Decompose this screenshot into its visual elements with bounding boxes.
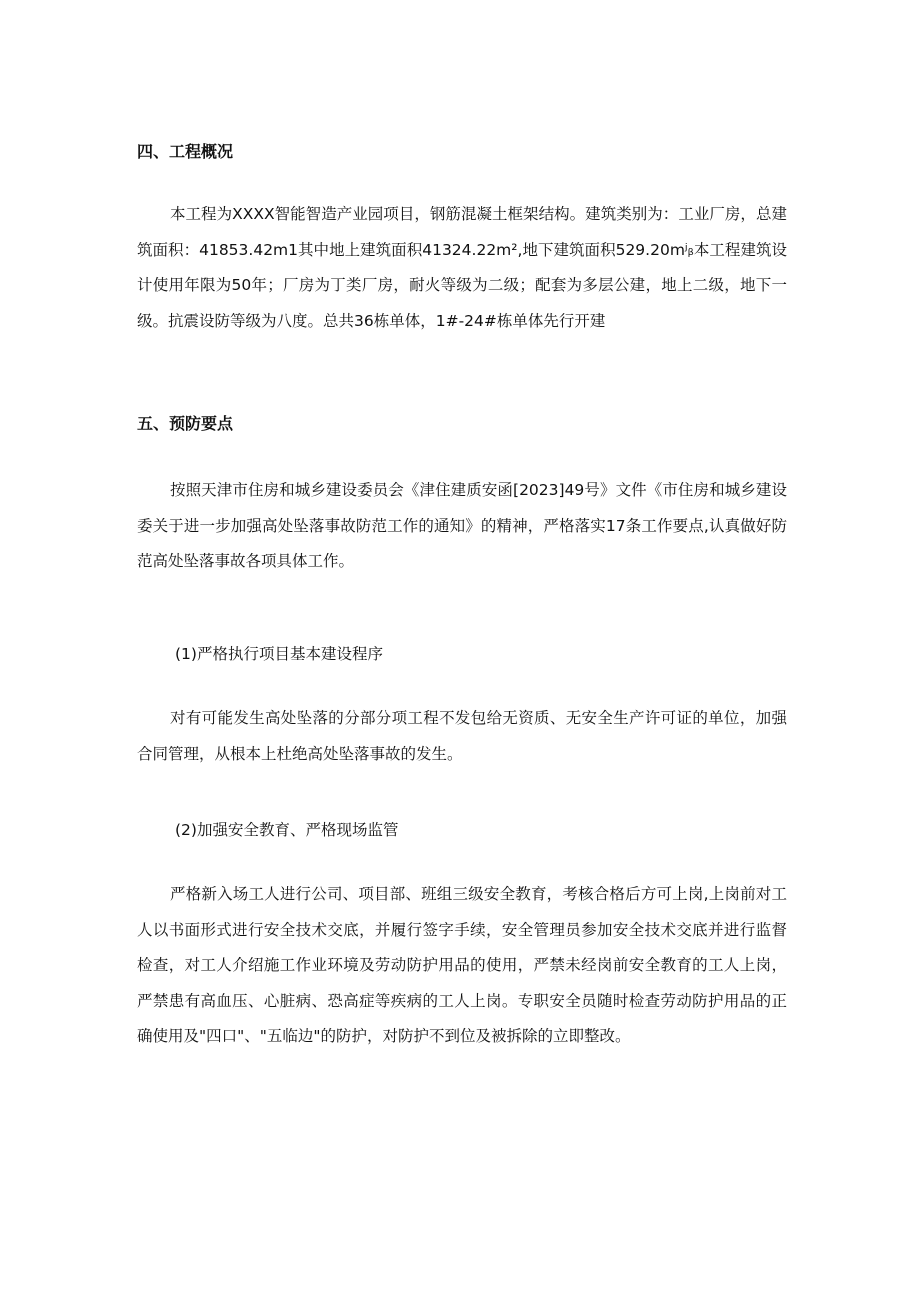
item-1-title: (1)严格执行项目基本建设程序 <box>175 645 383 663</box>
item-1-paragraph: 对有可能发生高处坠落的分部分项工程不发包给无资质、无安全生产许可证的单位，加强合同管理，从根本上杜绝高处坠落事故的发生。 <box>137 709 787 763</box>
section-4-heading: 四、工程概况 <box>137 142 234 161</box>
item-2-paragraph: 严格新入场工人进行公司、项目部、班组三级安全教育，考核合格后方可上岗,上岗前对工人以书面形式进行安全技术交底，并履行签字手续，安全管理员参加安全技术交底并进行监督检查，对工人介绍施工作业环境及劳动防护用品的使用，严禁未经岗前安全教育的工人上岗，严禁患有高血压、心脏病、恐高症等疾病的工人上岗。专职安全员随时检查劳动防护用品的正确使用及"四口"、"五临边"的防护，对防护不到位及被拆除的立即整改。 <box>137 885 787 1045</box>
prevention-intro-paragraph: 按照天津市住房和城乡建设委员会《津住建质安函[2023]49号》文件《市住房和城乡建设委关于进一步加强高处坠落事故防范工作的通知》的精神，严格落实17条工作要点,认真做好防范高处坠落事故各项具体工作。 <box>137 481 787 570</box>
section-5-heading: 五、预防要点 <box>137 414 234 433</box>
project-overview-paragraph: 本工程为XXXX智能智造产业园项目，钢筋混凝土框架结构。建筑类别为：工业厂房，总建筑面积：41853.42m1其中地上建筑面积41324.22m²,地下建筑面积529.20mʲᵦ本工程建筑设计使用年限为50年；厂房为丁类厂房，耐火等级为二级；配套为多层公建，地上二级，地下一级。抗震设防等级为八度。总共36栋单体，1#-24#栋单体先行开建 <box>137 205 787 330</box>
item-2-title: (2)加强安全教育、严格现场监管 <box>175 821 399 839</box>
